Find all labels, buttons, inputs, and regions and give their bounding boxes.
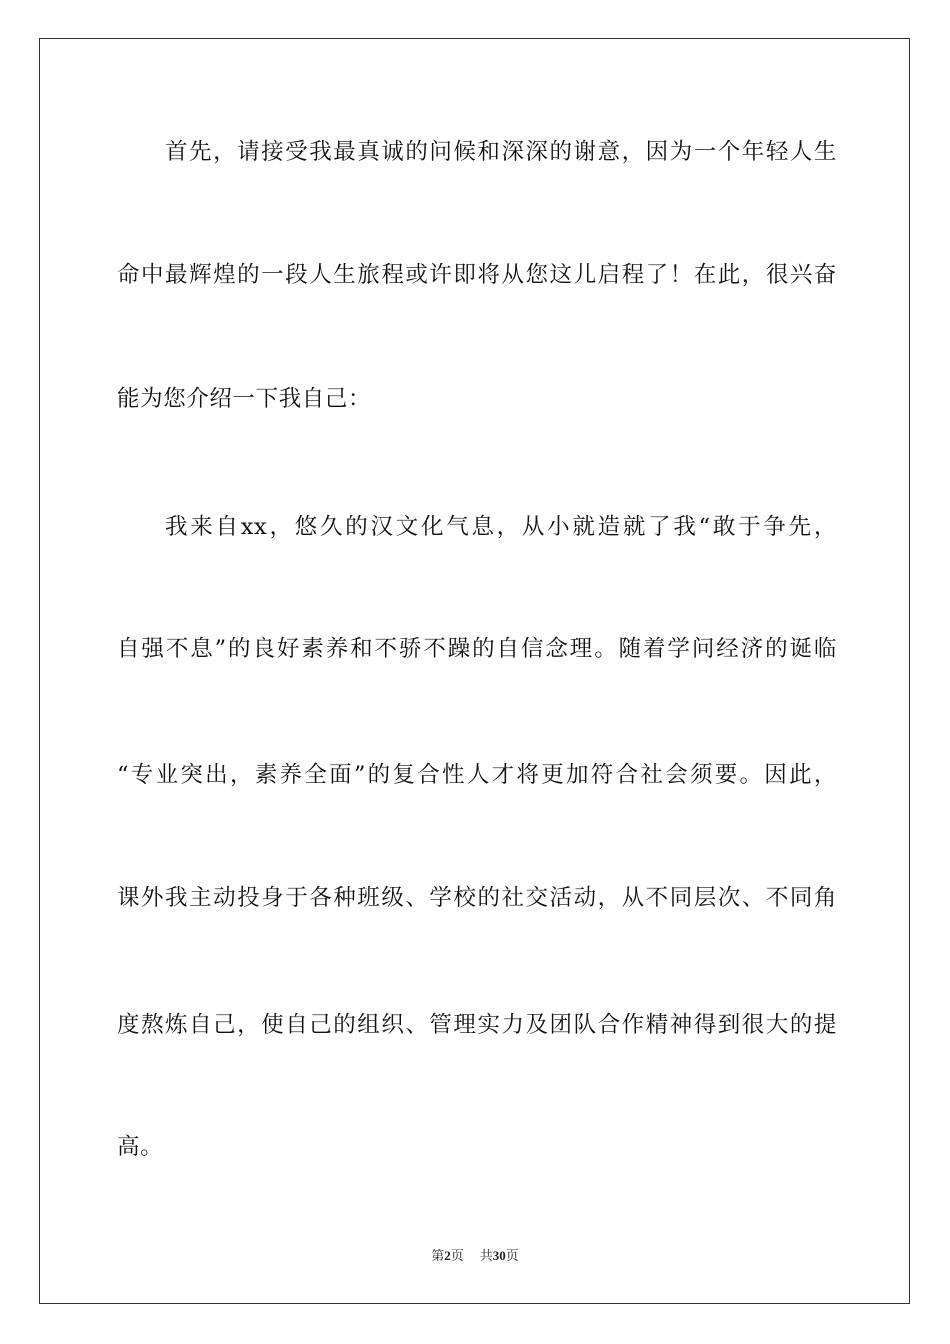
- page-suffix: 页: [450, 1249, 464, 1264]
- page-number: 2: [444, 1248, 451, 1263]
- page-border: [39, 38, 910, 1304]
- total-suffix: 页: [505, 1249, 519, 1264]
- paragraph-2-line-5: 度熬炼自己，使自己的组织、管理实力及团队合作精神得到很大的提: [117, 1012, 837, 1038]
- total-prefix: 共: [479, 1249, 493, 1264]
- paragraph-1-line-2: 命中最辉煌的一段人生旅程或许即将从您这儿启程了！在此，很兴奋: [117, 262, 837, 288]
- paragraph-2-line-2: 自强不息”的良好素养和不骄不躁的自信念理。随着学问经济的诞临: [117, 636, 837, 662]
- paragraph-2-line-3: “专业突出，素养全面”的复合性人才将更加符合社会须要。因此，: [117, 762, 837, 788]
- page-prefix: 第: [431, 1249, 445, 1264]
- paragraph-2-line-6: 高。: [117, 1134, 164, 1160]
- paragraph-2-line-4: 课外我主动投身于各种班级、学校的社交活动，从不同层次、不同角: [117, 885, 837, 911]
- paragraph-1-line-1: 首先，请接受我最真诚的问候和深深的谢意，因为一个年轻人生: [165, 139, 837, 165]
- paragraph-2-line-1: 我来自xx，悠久的汉文化气息，从小就造就了我“敢于争先，: [165, 514, 837, 540]
- total-pages: 30: [492, 1248, 506, 1263]
- page-footer: [0, 1247, 950, 1266]
- paragraph-1-line-3: 能为您介绍一下我自己：: [117, 386, 372, 412]
